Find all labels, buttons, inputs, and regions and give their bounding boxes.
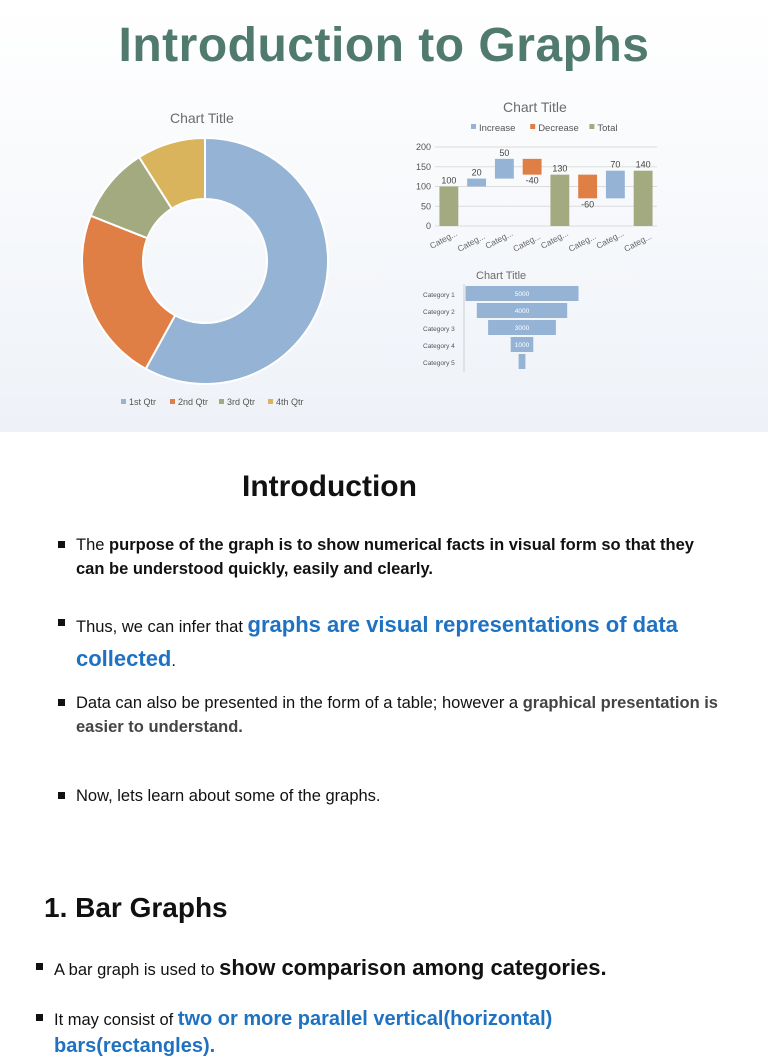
x-tick-label: Categ... bbox=[483, 227, 515, 251]
legend-label: 2nd Qtr bbox=[178, 397, 209, 407]
bar-graphs-heading: 1. Bar Graphs bbox=[44, 892, 228, 923]
funnel-value: 3000 bbox=[514, 325, 530, 332]
waterfall-bar bbox=[606, 171, 625, 199]
funnel-category-label: Category 4 bbox=[423, 343, 455, 350]
funnel-category-label: Category 2 bbox=[423, 309, 455, 316]
legend-swatch bbox=[219, 399, 224, 404]
legend-swatch bbox=[268, 399, 273, 404]
funnel-category-label: Category 3 bbox=[423, 326, 455, 333]
funnel-value: 4000 bbox=[514, 308, 530, 315]
data-label: -60 bbox=[581, 199, 595, 210]
legend-label: 1st Qtr bbox=[129, 397, 157, 407]
legend-swatch bbox=[471, 124, 476, 129]
bullet-marker bbox=[58, 619, 65, 626]
data-label: 140 bbox=[635, 159, 651, 170]
data-label: -40 bbox=[525, 175, 539, 186]
slide-title: Introduction to Graphs bbox=[118, 19, 650, 72]
data-label: 50 bbox=[499, 147, 510, 158]
slide-intro-graphs bbox=[0, 0, 768, 432]
x-tick-label: Categ... bbox=[427, 227, 459, 251]
waterfall-bar bbox=[634, 171, 653, 226]
legend-label: Decrease bbox=[538, 123, 579, 134]
funnel-value: 1000 bbox=[514, 342, 530, 349]
bullet-marker bbox=[36, 1014, 43, 1021]
funnel-category-label: Category 1 bbox=[423, 292, 455, 299]
legend-swatch bbox=[121, 399, 126, 404]
waterfall-bar bbox=[495, 159, 514, 179]
data-label: 70 bbox=[610, 159, 621, 170]
y-tick-label: 150 bbox=[415, 161, 431, 172]
waterfall-chart bbox=[405, 118, 670, 268]
bullet-marker bbox=[58, 699, 65, 706]
funnel-chart bbox=[415, 284, 615, 374]
y-tick-label: 100 bbox=[415, 181, 431, 192]
legend-swatch bbox=[170, 399, 175, 404]
bullet-infer: Thus, we can infer that graphs are visual representations of data collected. bbox=[58, 609, 726, 677]
waterfall-bar bbox=[578, 175, 597, 199]
bullet-marker bbox=[58, 541, 65, 548]
y-tick-label: 50 bbox=[420, 201, 431, 212]
waterfall-bar bbox=[467, 179, 486, 187]
bullet-bar-consist: It may consist of two or more parallel vertical(horizontal) bars(rectangles). bbox=[36, 1006, 704, 1060]
bullet-table: Data can also be presented in the form of a table; however a graphical presentation is easier to understand. bbox=[58, 691, 726, 739]
funnel-category-label: Category 5 bbox=[423, 360, 455, 367]
y-tick-label: 200 bbox=[415, 142, 431, 152]
waterfall-chart-title: Chart Title bbox=[503, 99, 567, 115]
funnel-chart-title: Chart Title bbox=[476, 270, 527, 282]
x-tick-label: Categ... bbox=[538, 227, 570, 251]
bullet-bar-comparison: A bar graph is used to show comparison among categories. bbox=[36, 955, 704, 983]
bullet-now: Now, lets learn about some of the graphs. bbox=[58, 784, 726, 808]
donut-chart-title: Chart Title bbox=[170, 110, 234, 126]
legend-label: Total bbox=[597, 123, 618, 134]
funnel-value: 5000 bbox=[514, 291, 530, 298]
waterfall-bar bbox=[523, 159, 542, 175]
x-tick-label: Categ... bbox=[594, 227, 626, 251]
x-tick-label: Categ... bbox=[566, 230, 598, 254]
donut-chart bbox=[60, 130, 350, 420]
bullet-marker bbox=[36, 963, 43, 970]
legend-label: Increase bbox=[479, 123, 516, 134]
legend-swatch bbox=[589, 124, 594, 129]
bullet-purpose: The purpose of the graph is to show numerical facts in visual form so that they can be understood quickly, easily and clearly. bbox=[58, 533, 726, 581]
legend-swatch bbox=[530, 124, 535, 129]
legend-label: 3rd Qtr bbox=[227, 397, 256, 407]
bullet-marker bbox=[58, 792, 65, 799]
data-label: 100 bbox=[441, 175, 457, 186]
waterfall-bar bbox=[439, 187, 458, 227]
funnel-bar bbox=[519, 354, 526, 369]
introduction-heading: Introduction bbox=[242, 470, 417, 503]
donut-legend bbox=[115, 394, 315, 410]
x-tick-label: Categ... bbox=[511, 230, 543, 254]
legend-label: 4th Qtr bbox=[276, 397, 304, 407]
data-label: 20 bbox=[471, 167, 482, 178]
x-tick-label: Categ... bbox=[455, 230, 487, 254]
waterfall-bar bbox=[550, 175, 569, 226]
y-tick-label: 0 bbox=[425, 221, 431, 231]
x-tick-label: Categ... bbox=[622, 230, 654, 254]
data-label: 130 bbox=[552, 163, 568, 174]
